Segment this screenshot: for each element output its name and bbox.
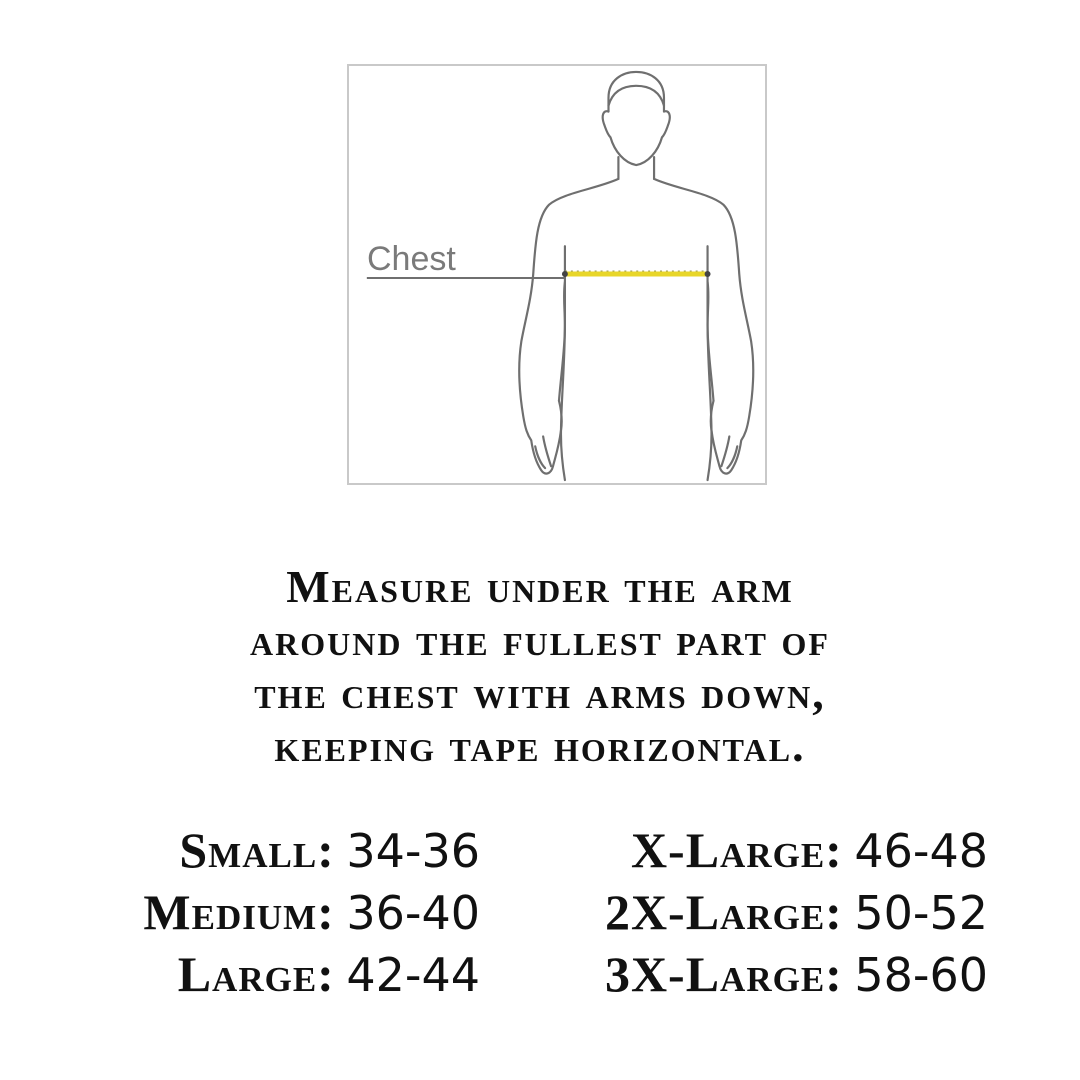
size-row-large: Large: 42-44 <box>177 946 480 1002</box>
size-range: 58-60 <box>854 948 988 1002</box>
size-name: X-Large <box>630 822 826 878</box>
size-name: Large <box>177 946 318 1002</box>
size-name: Small <box>179 822 318 878</box>
size-name: 3X-Large <box>604 946 826 1002</box>
size-range: 42-44 <box>346 948 480 1002</box>
size-row-3x-large: 3X-Large: 58-60 <box>604 946 988 1002</box>
instruction-line: Measure under the arm <box>286 561 794 612</box>
size-row-small: Small: 34-36 <box>179 822 480 878</box>
size-row-x-large: X-Large: 46-48 <box>630 822 988 878</box>
size-range: 36-40 <box>346 886 480 940</box>
size-range: 34-36 <box>346 824 480 878</box>
size-list-right <box>605 820 988 1006</box>
size-name: 2X-Large <box>604 884 826 940</box>
measurement-instructions <box>90 560 990 772</box>
instruction-line: around the fullest part of <box>250 614 830 665</box>
size-list-left <box>143 820 480 1006</box>
chest-measurement-figure <box>347 64 767 485</box>
chest-label: Chest <box>367 240 456 278</box>
instruction-line: the chest with arms down, <box>254 667 826 718</box>
size-row-2x-large: 2X-Large: 50-52 <box>604 884 988 940</box>
instruction-line: keeping tape horizontal. <box>274 720 806 771</box>
size-row-medium: Medium: 36-40 <box>143 884 480 940</box>
size-range: 46-48 <box>854 824 988 878</box>
size-name: Medium <box>143 884 318 940</box>
size-range: 50-52 <box>854 886 988 940</box>
